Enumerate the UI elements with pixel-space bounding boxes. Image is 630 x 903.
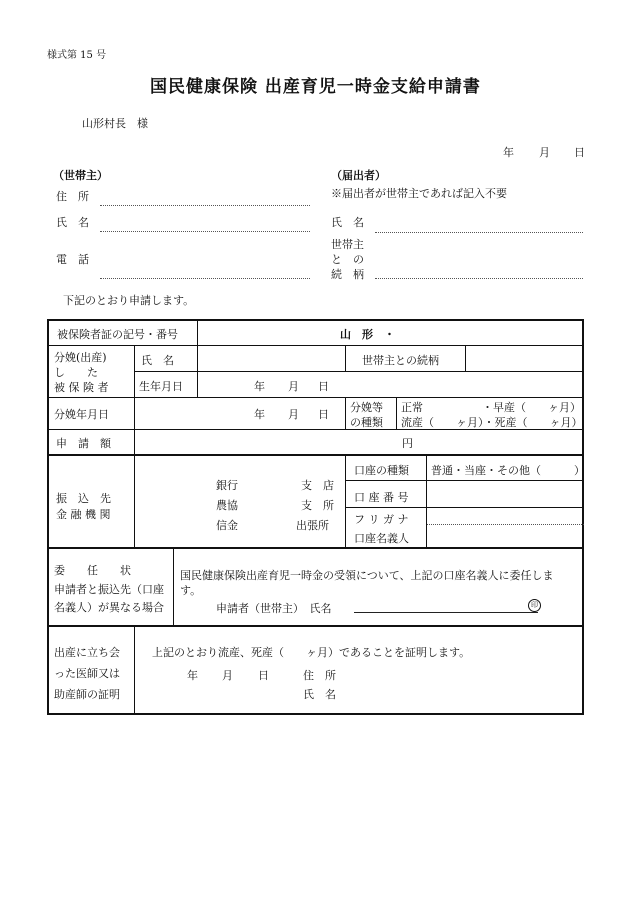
proxy-label-2: 申請者と振込先（口座 — [54, 583, 164, 596]
form-number: 様式第 15 号 — [47, 50, 107, 61]
cert-address-label: 住 所 — [303, 669, 336, 682]
dob-month-label: 月 — [288, 380, 299, 393]
amount-unit: 円 — [402, 437, 413, 450]
cert-text: 上記のとおり流産、死産（ ヶ月）であることを証明します。 — [152, 646, 471, 659]
householder-address-field[interactable] — [100, 205, 310, 206]
account-type-options[interactable]: 普通・当座・その他（ ） — [431, 464, 585, 477]
insurance-number-prefix: 山 形 ・ — [340, 328, 395, 341]
relation-field[interactable] — [468, 348, 580, 369]
birth-year-label: 年 — [254, 408, 265, 421]
applicant-note: ※届出者が世帯主であれば記入不要 — [331, 187, 507, 200]
bank-type-nokyo: 農協 — [216, 499, 238, 512]
applicant-name-label: 氏 名 — [331, 216, 364, 229]
proxy-signer-label: 申請者（世帯主） 氏名 — [216, 602, 332, 615]
addressee: 山形村長 様 — [82, 117, 148, 130]
householder-phone-field[interactable] — [100, 278, 310, 279]
date-year-label: 年 — [503, 146, 514, 159]
account-number-field[interactable] — [429, 483, 580, 504]
relation-label: 世帯主との続柄 — [362, 354, 439, 367]
applicant-name-field[interactable] — [375, 232, 583, 233]
applicant-relation-label-1: 世帯主 — [331, 238, 364, 251]
cert-label-1: 出産に立ち会 — [54, 646, 120, 659]
dob-year-label: 年 — [254, 380, 265, 393]
account-type-label: 口座の種類 — [354, 464, 409, 477]
birth-person-label-2: し た — [54, 366, 98, 379]
birth-person-label-3: 被 保 険 者 — [54, 381, 109, 394]
insurance-number-label: 被保険者証の記号・番号 — [57, 328, 178, 341]
type-normal[interactable]: 正常 — [401, 401, 423, 414]
bank-branch-shutchojo: 出張所 — [296, 519, 329, 532]
furigana-label: フ リ ガ ナ — [354, 513, 409, 526]
cert-label-3: 助産師の証明 — [54, 688, 120, 701]
birth-day-label: 日 — [318, 408, 329, 421]
cert-name-label: 氏 名 — [303, 688, 336, 701]
cert-year-label: 年 — [187, 669, 198, 682]
proxy-signer-field[interactable] — [354, 612, 538, 613]
cert-day-label: 日 — [258, 669, 269, 682]
date-day-label: 日 — [574, 146, 585, 159]
account-number-label: 口 座 番 号 — [354, 491, 409, 504]
bank-type-bank: 銀行 — [216, 479, 238, 492]
householder-phone-label: 電 話 — [56, 253, 89, 266]
insured-name-field[interactable] — [200, 348, 342, 369]
intro-text: 下記のとおり申請します。 — [63, 294, 195, 307]
cert-label-2: った医師又は — [54, 667, 120, 680]
householder-name-label: 氏 名 — [56, 216, 89, 229]
proxy-text-1: 国民健康保険出産育児一時金の受領について、上記の口座名義人に委任しま — [180, 569, 554, 582]
insurance-number-field[interactable] — [420, 322, 580, 342]
proxy-label-3: 名義人）が異なる場合 — [54, 601, 164, 614]
insured-name-label: 氏 名 — [141, 354, 174, 367]
birth-person-label-1: 分娩(出産) — [54, 351, 107, 364]
proxy-label-1: 委 任 状 — [54, 564, 131, 577]
account-holder-field[interactable] — [429, 526, 580, 544]
transfer-label-2: 金 融 機 関 — [56, 508, 111, 521]
bank-branch-shiten: 支 店 — [301, 479, 334, 492]
householder-header: （世帯主） — [53, 169, 108, 182]
householder-address-label: 住 所 — [56, 190, 89, 203]
type-miscarriage-stillbirth[interactable]: 流産（ ヶ月）・死産（ ヶ月） — [401, 416, 583, 429]
dob-day-label: 日 — [318, 380, 329, 393]
birth-date-label: 分娩年月日 — [54, 408, 109, 421]
bank-type-shinkin: 信金 — [216, 519, 238, 532]
cert-month-label: 月 — [222, 669, 233, 682]
applicant-relation-label-3: 続 柄 — [331, 268, 364, 281]
type-premature[interactable]: ・早産（ ヶ月） — [482, 401, 581, 414]
transfer-label-1: 振 込 先 — [56, 492, 111, 505]
householder-name-field[interactable] — [100, 231, 310, 232]
page-title: 国民健康保険 出産育児一時金支給申請書 — [150, 77, 481, 97]
type-label-1: 分娩等 — [350, 401, 383, 414]
applicant-header: （届出者） — [331, 169, 386, 182]
account-holder-label: 口座名義人 — [354, 532, 409, 545]
seal-mark: 印 — [528, 599, 541, 612]
dob-label: 生年月日 — [139, 380, 183, 393]
amount-field[interactable] — [137, 432, 397, 452]
applicant-relation-label-2: と の — [331, 253, 364, 266]
birth-month-label: 月 — [288, 408, 299, 421]
date-month-label: 月 — [539, 146, 550, 159]
amount-label: 申 請 額 — [56, 437, 111, 450]
applicant-relation-field[interactable] — [375, 278, 583, 279]
bank-branch-shisho: 支 所 — [301, 499, 334, 512]
proxy-text-2: す。 — [180, 584, 202, 597]
type-label-2: の種類 — [350, 416, 383, 429]
